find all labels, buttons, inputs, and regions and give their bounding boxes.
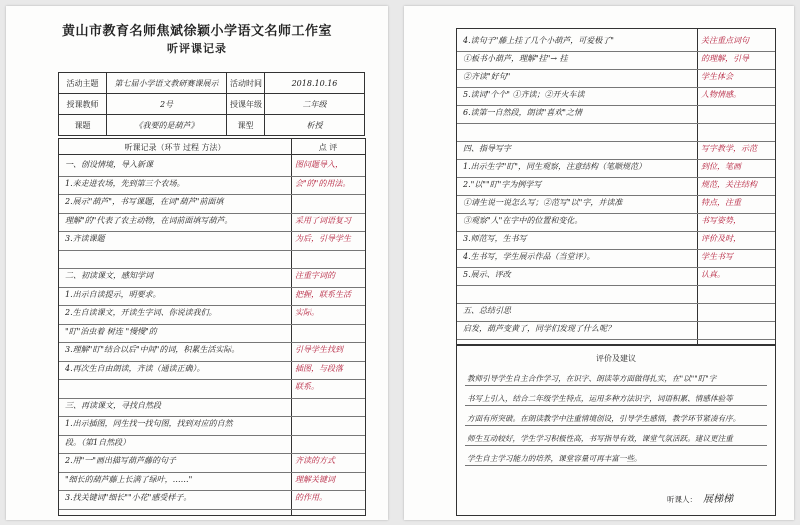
record-heading: 听课记录（环节 过程 方法）: [124, 143, 226, 152]
record-line: ①请生说一说怎么写；②范写"以"字，并读准: [463, 198, 623, 207]
record-line: 二、初读课文，感知学词: [65, 271, 153, 280]
comment-line: 学生书写: [701, 252, 733, 261]
comment-heading: 点 评: [318, 143, 338, 152]
record-line: ①板书小葫芦，理解"挂"→ 挂: [463, 54, 568, 63]
comment-line: 认真。: [701, 270, 725, 279]
record-line: 1.来走进农场，先到第三个农场。: [65, 178, 185, 188]
grade-value: 二年级: [265, 94, 365, 115]
record-line: "细长的葫芦藤上长满了绿叶，……": [65, 474, 193, 484]
record-line: 3.齐读课题: [65, 234, 105, 243]
comment-line: 学生体会: [701, 72, 733, 81]
record-line: 启发，葫芦变黄了，同学们发现了什么呢？: [463, 324, 615, 333]
comment-line: 实际。: [295, 308, 319, 317]
evaluation-line: 师生互动较好，学生学习积极性高，书写指导有效，课堂气氛活跃。建议更注重: [467, 434, 733, 443]
comment-line: 的理解，引导: [701, 54, 749, 63]
topic-label: 课题: [59, 115, 107, 136]
record-line: 6.读第一自然段，朗读"喜欢"之情: [463, 108, 582, 117]
comment-line: 关注重点词句: [701, 36, 749, 45]
record-line: 段。（第1自然段）: [65, 437, 131, 447]
comment-line: 会"的"的用法。: [295, 178, 351, 188]
info-table: [58, 72, 365, 136]
record-line: 4.生书写，学生展示作品（当堂评）。: [463, 252, 595, 261]
comment-line: 齐读的方式: [295, 456, 335, 465]
lesson-record-frame: [58, 138, 366, 516]
comment-line: 到位，笔画: [701, 162, 741, 171]
record-line: "盯"治虫着 树连 "慢慢"的: [65, 326, 157, 336]
activity-time-label: 活动时间: [227, 73, 265, 94]
evaluation-line: 学生自主学习能力的培养，课堂容量可再丰富一些。: [467, 454, 642, 463]
comment-line: 插图，与段落: [295, 363, 343, 373]
lesson-record-frame-continued: [456, 28, 776, 346]
record-line: 1.出示自读提示，明要求。: [65, 289, 161, 299]
teacher-value: 2号: [107, 94, 227, 115]
record-sheet-page-2: [404, 6, 794, 520]
evaluation-line: 教师引导学生自主合作学习，在识字、朗读等方面做得扎实，在"以""盯"字: [467, 374, 717, 383]
record-line: 3.理解"盯"结合以后"中间"的词，积累生活实际。: [65, 345, 240, 354]
evaluation-line: 方面有所突破。在朗读教学中注重情境创设，引导学生感悟，教学环节紧凑有序。: [467, 414, 741, 423]
comment-line: 注重字词的: [295, 271, 335, 280]
type-value: 析授: [265, 115, 365, 136]
comment-line: 采用了词语复习: [295, 215, 351, 225]
signature: 展梯梯: [703, 494, 733, 505]
record-line: 2.展示"葫芦"，书写课题，在词"葫芦"前面填: [65, 197, 224, 206]
teacher-label: 授课教师: [59, 94, 107, 115]
signature-label: 听课人：: [667, 495, 697, 504]
activity-theme-label: 活动主题: [59, 73, 107, 94]
comment-line: 规范，关注结构: [701, 180, 757, 189]
comment-line: 联系。: [295, 382, 319, 391]
record-line: 四、指导写字: [463, 144, 511, 153]
record-line: 5.展示、评改: [463, 270, 511, 279]
activity-time-value: 2018.10.16: [265, 73, 365, 94]
comment-line: 图问题导入，: [295, 160, 343, 169]
comment-line: 为后，引导学生: [295, 234, 351, 243]
record-line: 1.出示插图，同生找一找句图，找到对应的自然: [65, 419, 233, 428]
record-line: 5.读词"个个" ①齐读；②开火车读: [463, 90, 585, 99]
comment-line: 的作用。: [295, 493, 327, 502]
comment-line: 理解关键词: [295, 474, 335, 484]
comment-line: 引导学生找到: [295, 345, 343, 354]
evaluation-line: 书写上引入，结合二年级学生特点，运用多种方法识字，词语积累、情感体验等: [467, 394, 733, 403]
evaluation-frame: [456, 344, 776, 516]
record-line: 一、创设情境，导入新课: [65, 160, 153, 169]
grade-label: 授课年级: [227, 94, 265, 115]
record-line: 4.再次生自由朗读，齐读（通读正确）。: [65, 363, 205, 373]
record-line: 4.读句子"藤上挂了几个小葫芦，可爱极了": [463, 36, 614, 45]
document-title: 黄山市教育名师焦斌徐颖小学语文名师工作室: [61, 24, 332, 39]
evaluation-heading: 评价及建议: [596, 354, 636, 363]
record-line: 3.师范写，生书写: [463, 234, 527, 243]
record-sheet-page-1: [6, 6, 388, 520]
comment-line: 特点，注重: [701, 198, 741, 207]
record-line: ②齐读"好句": [463, 72, 511, 81]
record-line: 2.生自读课文，开读生字词、你说读我们。: [65, 308, 217, 317]
record-line: 五、总结引思: [463, 306, 511, 315]
record-line: 2.用"一"画出描写葫芦藤的句子: [65, 456, 176, 465]
document-subtitle: 听评课记录: [167, 42, 227, 55]
comment-line: 评价及时，: [701, 234, 741, 243]
comment-line: 把握，联系生活: [295, 289, 351, 299]
activity-theme-value: 第七届小学语文教研赛课展示: [107, 73, 227, 94]
record-line: ③观察"人"在字中的位置和变化。: [463, 216, 583, 225]
comment-line: 书写姿势，: [701, 216, 741, 225]
comment-line: 写字教学，示范: [701, 144, 757, 153]
record-line: 1.出示生字"盯"，同生观察，注意结构（笔顺规范）: [463, 162, 646, 171]
record-line: 3.找关键词"细长""小花"感受样子。: [65, 493, 192, 502]
topic-value: 《我要的是葫芦》: [107, 115, 227, 136]
type-label: 课型: [227, 115, 265, 136]
record-line: 理解"的"代表了农主动物，在词前面填写葫芦。: [65, 215, 233, 225]
record-line: 2."以""盯"字为例学写: [463, 180, 542, 189]
comment-line: 人物情感。: [701, 90, 741, 99]
record-line: 三、再读课文，寻找自然段: [65, 400, 161, 410]
